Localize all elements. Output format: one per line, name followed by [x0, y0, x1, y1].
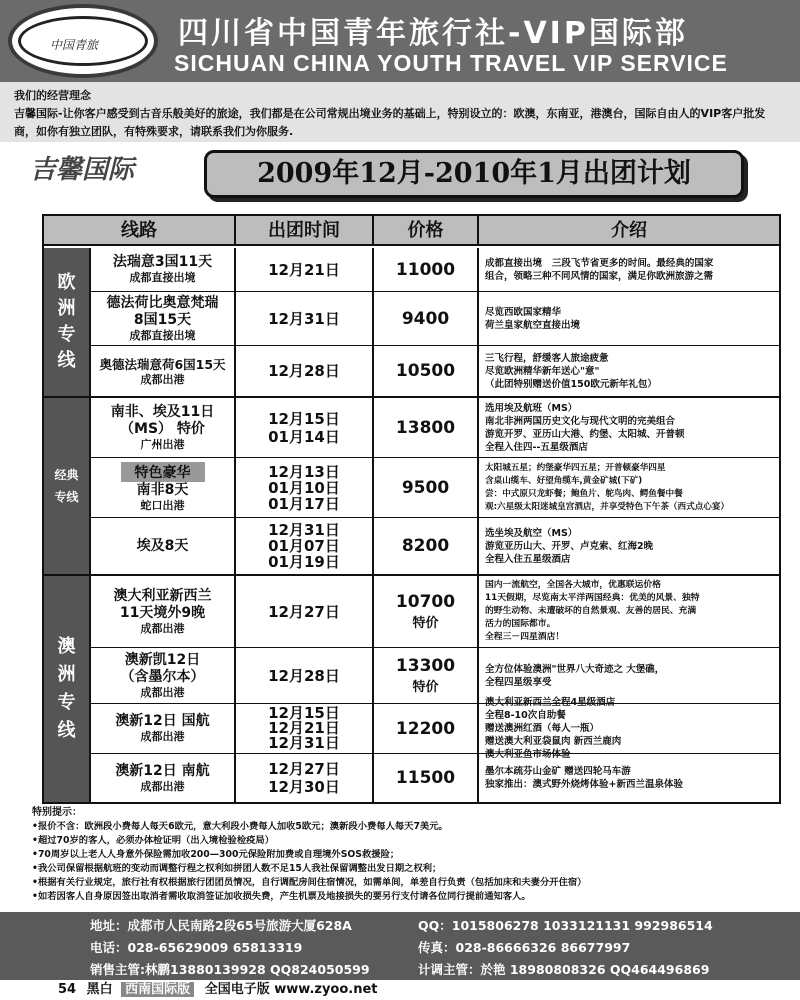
page-number: 54 [58, 982, 77, 997]
departure-date: 01月14日 [268, 427, 340, 446]
note-item: •根据有关行业规定，旅行社有权根据旅行团团员情况，自行调配房间住宿情况，如需单间，单差自行负责（包括加床和夫妻分开住宿） [32, 877, 587, 888]
description: 成都直接出境 三段飞节省更多的时间。最经典的国家 组合，领略三种不同风情的国家，满足你欧洲旅游之需 [485, 257, 714, 282]
plan-title: 2009年12月-2010年1月出团计划 [204, 150, 744, 198]
description: 选坐埃及航空（MS） 游览亚历山大、开罗、卢克索、红海2晚 全程入住五星级酒店 [485, 527, 654, 565]
price: 12200 [395, 718, 456, 739]
note-item: •如若因客人自身原因签出取消者需收取消签证加收损失费，产生机票及地接损失的要另行支付请各位同行提前通知客人。 [32, 891, 531, 902]
route-departure: 成都出港 [140, 372, 185, 386]
note-item: •超过70岁的客人，必须办体检证明（出入境检验检疫局） [32, 835, 275, 846]
description: 尽览西欧国家精华 荷兰皇家航空直接出境 [485, 306, 581, 331]
category-europe: 欧洲专线 [44, 248, 91, 398]
price-tag: 特价 [412, 616, 439, 631]
departure-date: 12月15日 [268, 704, 340, 722]
price: 13300 [395, 656, 456, 676]
departure-date: 12月15日 [268, 409, 340, 428]
route-name-line2: 11天境外9晚 [119, 604, 206, 621]
description: 墨尔本疏芬山金矿 赠送四轮马车游 独家推出：澳式野外烧烤体验+新西兰温泉体验 [485, 766, 683, 790]
route-name: 法瑞意3国11天 [112, 254, 213, 270]
departure-date: 12月21日 [268, 260, 340, 279]
notes-heading: 特别提示： [32, 807, 82, 818]
print-mode: 黑白 [86, 982, 113, 997]
departure-date: 01月19日 [268, 553, 340, 571]
route-name-line2: （含墨尔本） [120, 668, 205, 685]
special-notes [32, 806, 792, 904]
departure-date: 12月28日 [268, 362, 340, 380]
route-name: 南非、埃及11日 [110, 403, 215, 420]
phone: 电话：028-65629009 65813319 [90, 940, 303, 955]
departure-date: 12月30日 [268, 778, 340, 796]
departure-date: 01月17日 [268, 494, 340, 513]
category-australia: 澳洲专线 [44, 576, 91, 802]
header-date: 出团时间 [236, 216, 374, 246]
planning-manager: 计调主管：於艳 18980808326 QQ464496869 [418, 962, 710, 977]
route-departure: 蛇口出港 [140, 499, 185, 512]
table-row [91, 754, 779, 802]
departure-date: 01月07日 [268, 537, 340, 555]
price: 10700 [395, 592, 456, 612]
departure-date: 12月31日 [268, 734, 340, 752]
route-name-line2: （MS） 特价 [120, 420, 205, 437]
table-row [91, 518, 779, 576]
price-tag: 特价 [412, 680, 439, 695]
route-name: 埃及8天 [136, 537, 189, 554]
route-name: 澳新12日 国航 [115, 713, 210, 729]
table-row [91, 248, 779, 292]
table-row [91, 697, 779, 760]
contact-bar [0, 912, 800, 980]
business-philosophy [0, 82, 800, 142]
price: 8200 [401, 536, 450, 556]
tour-schedule-table [42, 214, 781, 804]
route-name: 澳新凯12日 [124, 651, 201, 668]
table-row [91, 346, 779, 398]
route-departure: 成都出港 [140, 685, 185, 699]
route-departure: 成都出港 [140, 730, 185, 743]
price: 11000 [395, 259, 456, 280]
table-row [91, 398, 779, 458]
fax: 传真：028-86666326 86677997 [418, 940, 631, 955]
table-row [91, 648, 779, 704]
price: 9400 [401, 308, 450, 329]
price: 13800 [395, 417, 456, 438]
departure-date: 12月27日 [268, 602, 340, 621]
category-classic: 经典专线 [44, 398, 91, 576]
brand-name: 吉馨国际 [30, 155, 135, 185]
title-chinese: 四川省中国青年旅行社-VIP国际部 [178, 16, 688, 51]
title-english: SICHUAN CHINA YOUTH TRAVEL VIP SERVICE [174, 50, 728, 76]
route-name: 澳大利亚新西兰 [113, 587, 212, 604]
price: 9500 [401, 477, 450, 498]
route-name-line2: 8国15天 [133, 311, 192, 328]
header-intro: 介绍 [611, 220, 647, 241]
route-name: 澳新12日 南航 [115, 762, 210, 779]
route-name: 奥德法瑞意荷6国15天 [99, 356, 226, 372]
departure-date: 12月31日 [268, 309, 340, 328]
table-row [91, 458, 779, 518]
route-name: 南非8天 [136, 482, 189, 498]
departure-date: 12月31日 [268, 521, 340, 539]
description: 选用埃及航班（MS） 南北非洲两国历史文化与现代文明的完美组合 游览开罗、亚历山大港、约堡、太阳城、开普顿 全程入住四--五星级酒店 [485, 402, 685, 453]
sales-manager: 销售主管:林鹏13880139928 QQ824050599 [90, 962, 370, 977]
page-footer [0, 980, 800, 1000]
table-row [91, 292, 779, 346]
price: 11500 [395, 768, 456, 788]
qq-numbers: QQ：1015806278 1033121131 992986514 [418, 918, 713, 933]
departure-date: 12月21日 [268, 719, 340, 737]
note-item: •我公司保留根据航班的变动而调整行程之权利如拼团人数不足15人我社保留调整出发日期之权利； [32, 863, 442, 874]
company-logo [8, 4, 158, 78]
table-row [91, 576, 779, 648]
philosophy-heading: 我们的经营理念 [14, 89, 91, 102]
description: 三飞行程，舒缓客人旅途疲惫 尽览欧洲精华新年送心"意" （此团特别赠送价值150欧元新年礼包） [485, 352, 657, 390]
website: 全国电子版 www.zyoo.net [204, 982, 378, 997]
special-tag: 特色豪华 [121, 462, 205, 482]
route-departure: 成都出港 [140, 621, 185, 635]
route-departure: 成都出港 [140, 779, 185, 793]
header-price: 价格 [374, 216, 479, 246]
route-departure: 广州出港 [140, 437, 185, 451]
description: 澳大利亚新西兰全程4星级酒店 全程8-10次自助餐 赠送澳洲红酒（每人一瓶） 赠送澳大利亚袋鼠肉 新西兰鹿肉 澳大利亚鱼市场体验 [485, 697, 622, 760]
address: 地址：成都市人民南路2段65号旅游大厦628A [90, 918, 352, 933]
note-item: •70周岁以上老人人身意外保险需加收200—300元保险附加费或自理境外SOS救援险； [32, 849, 400, 860]
header-banner [0, 0, 800, 82]
route-departure: 成都直接出境 [129, 328, 196, 342]
table-header [44, 216, 779, 246]
departure-date: 12月27日 [268, 760, 340, 778]
description: 国内一流航空，全国各大城市，优惠联运价格 11天假期，尽览南太平洋两国经典：优美的风景、独特 的野生动物、未遭破坏的自然景观、友善的居民、充满 活力的国际都市。 全程三－四星酒店！ [485, 580, 700, 642]
departure-date: 12月13日 [268, 462, 340, 481]
price: 10500 [395, 361, 456, 381]
philosophy-text: 吉馨国际-让你客户感受到古音乐般美好的旅途，我们都是在公司常规出境业务的基础上，特别设立的：欧澳，东南亚，港澳台，国际自由人的VIP客户批发商，如你有独立团队，有特殊要求，请联系我们为你服务. [14, 107, 766, 138]
route-departure: 成都直接出境 [129, 271, 196, 284]
description: 全方位体验澳洲"世界八大奇迹之 大堡礁， 全程四星级享受 [485, 663, 665, 688]
logo-text: 中国青旅 [50, 38, 99, 52]
departure-date: 01月10日 [268, 478, 340, 497]
departure-date: 12月28日 [268, 666, 340, 685]
edition-label: 西南国际版 [121, 982, 194, 997]
description: 太阳城五星；约堡豪华四五星；开普顿豪华四星 含桌山缆车、好望角缆车,黄金矿城(下矿) 尝：中式原只龙虾餐；鲍鱼片、鸵鸟肉、鳄鱼餐中餐 观:六星级太阳迷城皇宫酒店，并享受特色下午茶（西式点心宴） [485, 462, 730, 512]
note-item: •报价不含：欧洲段小费每人每天6欧元，意大利段小费每人加收5欧元；澳新段小费每人每天7美元。 [32, 821, 448, 832]
header-route: 线路 [44, 216, 236, 246]
route-name: 德法荷比奥意梵瑞 [106, 294, 219, 311]
